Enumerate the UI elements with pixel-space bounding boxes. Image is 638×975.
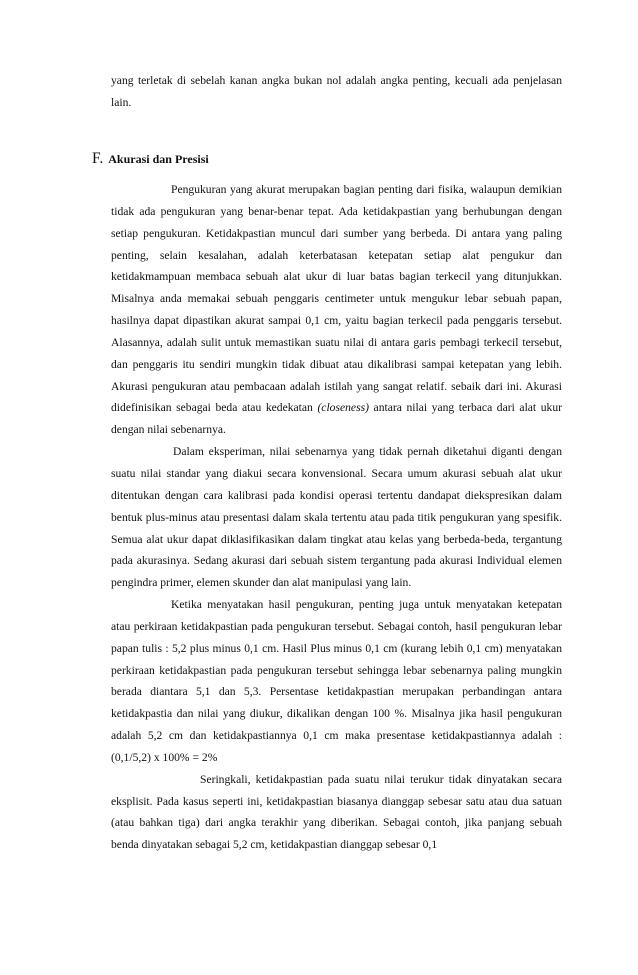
section-heading (92, 150, 209, 168)
paragraph-implicit: Seringkali, ketidakpastian pada suatu nilai terukur tidak dinyatakan secara eksplisit. Pada kasus seperti ini, ketidakpastian biasanya dianggap sebesar satu atau dua satuan (atau bahkan tiga) dari angka terakhir yang diberikan. Sebagai contoh, jika panjang sebuah benda dinyatakan sebagai 5,2 cm, ketidakpastian dianggap sebesar 0,1 (111, 772, 562, 852)
paragraph-accuracy (111, 179, 562, 441)
paragraph-accuracy-end: antara nilai yang terbaca dari alat ukur dengan nilai sebenarnya. (111, 401, 562, 437)
section-letter: F. (92, 150, 104, 167)
top-paragraph (111, 70, 562, 114)
section-title: Akurasi dan Presisi (108, 152, 209, 166)
body-text (111, 179, 562, 856)
paragraph-uncertainty: Ketika menyatakan hasil pengukuran, penting juga untuk menyatakan ketepatan atau perkiraan ketidakpastian pada pengukuran tersebut. Sebagai contoh, hasil pengukuran lebar papan tulis : 5,2 plus minus 0,1 cm. Hasil Plus minus 0,1 cm (kurang lebih 0,1 cm) menyatakan perkiraan ketidakpastian pada pengukuran tersebut sehingga lebar sebenarnya paling mungkin berada diantara 5,1 dan 5,3. Persentase ketidakpastian merupakan perbandingan antara ketidakpastia dan nilai yang diukur, dikalikan dengan 100 %. Misalnya jika hasil pengukuran adalah 5,2 cm dan ketidakpastiannya 0,1 cm maka presentase ketidakpastiannya adalah : (0,1/5,2) x 100% = 2% (111, 598, 562, 764)
paragraph-experiment: Dalam eksperiman, nilai sebenarnya yang tidak pernah diketahui diganti dengan suatu nilai standar yang diakui secara konvensional. Secara umum akurasi sebuah alat ukur ditentukan dengan cara kalibrasi pada kondisi operasi tertentu dandapat diekspresikan dalam bentuk plus-minus atau presentasi dalam skala tertentu atau pada titik pengukuran yang spesifik. Semua alat ukur dapat diklasifikasikan dalam tingkat atau kelas yang berbeda-beda, tergantung pada akurasinya. Sedang akurasi dari sebuah sistem tergantung pada akurasi Individual elemen pengindra primer, elemen skunder dan alat manipulasi yang lain. (111, 445, 562, 590)
closeness-term: (closeness) (317, 401, 369, 415)
top-paragraph-text: yang terletak di sebelah kanan angka bukan nol adalah angka penting, kecuali ada penjelasan lain. (111, 74, 562, 109)
paragraph-accuracy-text: Pengukuran yang akurat merupakan bagian penting dari fisika, walaupun demikian tidak ada pengukuran yang benar-benar tepat. Ada ketidakpastian yang berhubungan dengan setiap pengukuran. Ketidakpastian muncul dari sumber yang berbeda. Di antara yang paling penting, selain kesalahan, adalah keterbatasan ketepatan setiap alat pengukur dan ketidakmampuan membaca sebuah alat ukur di luar batas bagian terkecil yang ditunjukkan. Misalnya anda memakai sebuah penggaris centimeter untuk mengukur lebar sebuah papan, hasilnya dapat dipastikan akurat sampai 0,1 cm, yaitu bagian terkecil pada penggaris tersebut. Alasannya, adalah sulit untuk memastikan suatu nilai di antara garis pembagi terkecil tersebut, dan penggaris itu sendiri mungkin tidak dibuat atau dikalibrasi sampai ketepatan yang lebih. Akurasi pengukuran atau pembacaan adalah istilah yang sangat relatif. sebaik dari ini. Akurasi didefinisikan sebagai beda atau kedekatan (111, 183, 562, 415)
